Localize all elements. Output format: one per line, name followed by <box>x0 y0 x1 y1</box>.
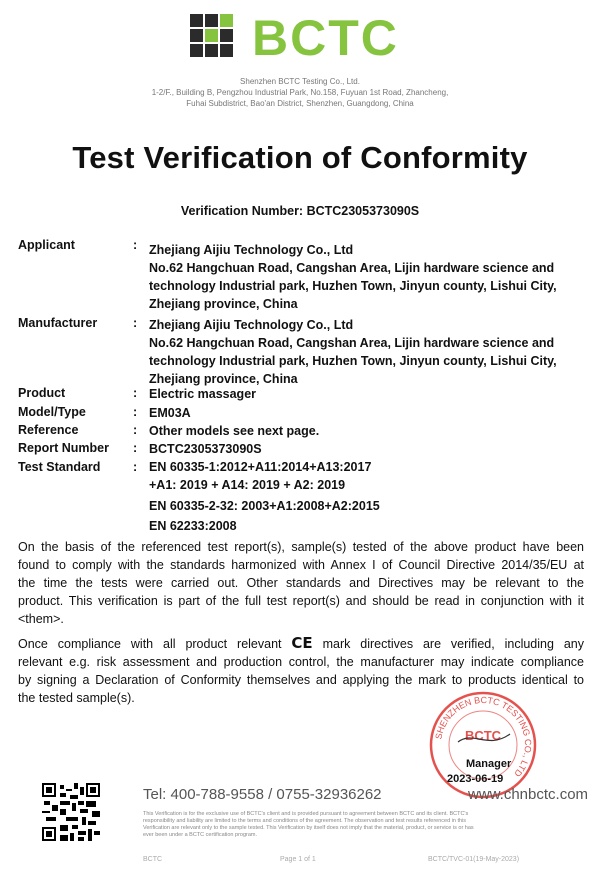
applicant-value <box>149 241 589 313</box>
company-name: Shenzhen BCTC Testing Co., Ltd. <box>240 77 360 86</box>
product-label: Product <box>18 386 66 400</box>
paragraph-line: the tested sample(s). <box>18 691 135 705</box>
model-label: Model/Type <box>18 405 86 419</box>
paragraph-line: product. This verification is part of the full test report(s) and should be read in conjunction with it <box>18 594 584 608</box>
manufacturer-line: No.62 Hangchuan Road, Cangshan Area, Lijin hardware science and <box>149 336 555 350</box>
paragraph-line: On the basis of the referenced test report(s), sample(s) tested of the above product have been <box>18 540 584 554</box>
test-standard-line: EN 62233:2008 <box>149 519 237 533</box>
paragraph-line: the time the tests were carried out. Other standards and Directives may be relevant to the <box>18 576 584 590</box>
model-colon: : <box>133 405 138 419</box>
ce-mark-icon: CE <box>291 634 313 652</box>
applicant-line: Zhejiang province, China <box>149 297 298 311</box>
paragraph-text: mark directives are verified, including any <box>312 637 584 651</box>
company-address-line2: Fuhai Subdistrict, Bao'an District, Shenzhen, Guangdong, China <box>186 99 414 108</box>
manufacturer-line: Zhejiang province, China <box>149 372 298 386</box>
footer-website[interactable]: www.chnbctc.com <box>468 786 589 803</box>
model-value: EM03A <box>149 406 191 420</box>
disclaimer-line: responsibility and liability are limited to the terms and conditions of the agreement. The observation and test results referenced in this <box>143 818 467 824</box>
manufacturer-line: technology Industrial park, Huzhen Town, Jinyun county, Lishui City, <box>149 354 557 368</box>
applicant-colon: : <box>133 238 138 252</box>
page-number: Page 1 of 1 <box>280 856 316 863</box>
report-number-value: BCTC2305373090S <box>149 442 262 456</box>
seal-ring-text: SHENZHEN BCTC TESTING CO., LTD <box>433 694 534 779</box>
signatory-role: Manager <box>466 758 512 770</box>
report-number-label: Report Number <box>18 441 109 455</box>
product-colon: : <box>133 386 138 400</box>
form-code: BCTC/TVC-01(19-May-2023) <box>428 856 520 863</box>
disclaimer-line: ever been under a BCTC certification program. <box>143 832 258 838</box>
disclaimer-line: This Verification is for the exclusive use of BCTC's client and is provided pursuant to agreement between BCTC and its client. BCTC's <box>143 811 469 817</box>
manufacturer-label: Manufacturer <box>18 316 98 330</box>
brand-name: BCTC <box>252 10 399 66</box>
company-address-line1: 1-2/F., Building B, Pengzhou Industrial Park, No.158, Fuyuan 1st Road, Zhancheng, <box>151 88 449 97</box>
manufacturer-line: Zhejiang Aijiu Technology Co., Ltd <box>149 318 354 332</box>
reference-label: Reference <box>18 423 79 437</box>
reference-value: Other models see next page. <box>149 424 320 438</box>
paragraph-line <box>18 634 584 653</box>
test-standard-line: EN 60335-2-32: 2003+A1:2008+A2:2015 <box>149 499 380 513</box>
page-title: Test Verification of Conformity <box>72 140 528 175</box>
test-standard-colon: : <box>133 460 138 474</box>
paragraph-line: relevant e.g. risk assessment and production control, the manufacturer may indicate compliance <box>18 655 584 669</box>
footer-brand: BCTC <box>143 856 163 863</box>
qr-code-icon <box>42 783 100 841</box>
product-value: Electric massager <box>149 387 257 401</box>
svg-text:BCTC: BCTC <box>464 728 502 743</box>
bctc-logo-icon <box>190 14 234 58</box>
footer-phone: Tel: 400-788-9558 / 0755-32936262 <box>143 786 382 803</box>
manufacturer-colon: : <box>133 316 138 330</box>
paragraph-line: by signing a Declaration of Conformity themselves and applying the mark to products identical to <box>18 673 584 687</box>
applicant-line: Zhejiang Aijiu Technology Co., Ltd <box>149 243 354 257</box>
verification-number: Verification Number: BCTC2305373090S <box>180 204 420 218</box>
report-number-colon: : <box>133 441 138 455</box>
paragraph-line: <them>. <box>18 612 64 626</box>
disclaimer-line: Verification are relevant only to the sample tested. This Verification by itself does not imply that the material, product, or service is or has <box>143 825 474 831</box>
paragraph-line: found to comply with the standards harmonized with Annex I of Council Directive 2014/35/EU at <box>18 558 584 572</box>
test-standard-label: Test Standard <box>18 460 101 474</box>
conformity-paragraph <box>18 538 584 628</box>
test-standard-line: EN 60335-1:2012+A11:2014+A13:2017 <box>149 460 372 474</box>
applicant-line: technology Industrial park, Huzhen Town, Jinyun county, Lishui City, <box>149 279 557 293</box>
test-standard-line: +A1: 2019 + A14: 2019 + A2: 2019 <box>149 478 346 492</box>
signature-date: 2023-06-19 <box>447 773 504 785</box>
applicant-line: No.62 Hangchuan Road, Cangshan Area, Lijin hardware science and <box>149 261 555 275</box>
reference-colon: : <box>133 423 138 437</box>
paragraph-text: Once compliance with all product relevant <box>18 637 292 651</box>
applicant-label: Applicant <box>18 238 75 252</box>
manufacturer-value <box>149 316 589 388</box>
